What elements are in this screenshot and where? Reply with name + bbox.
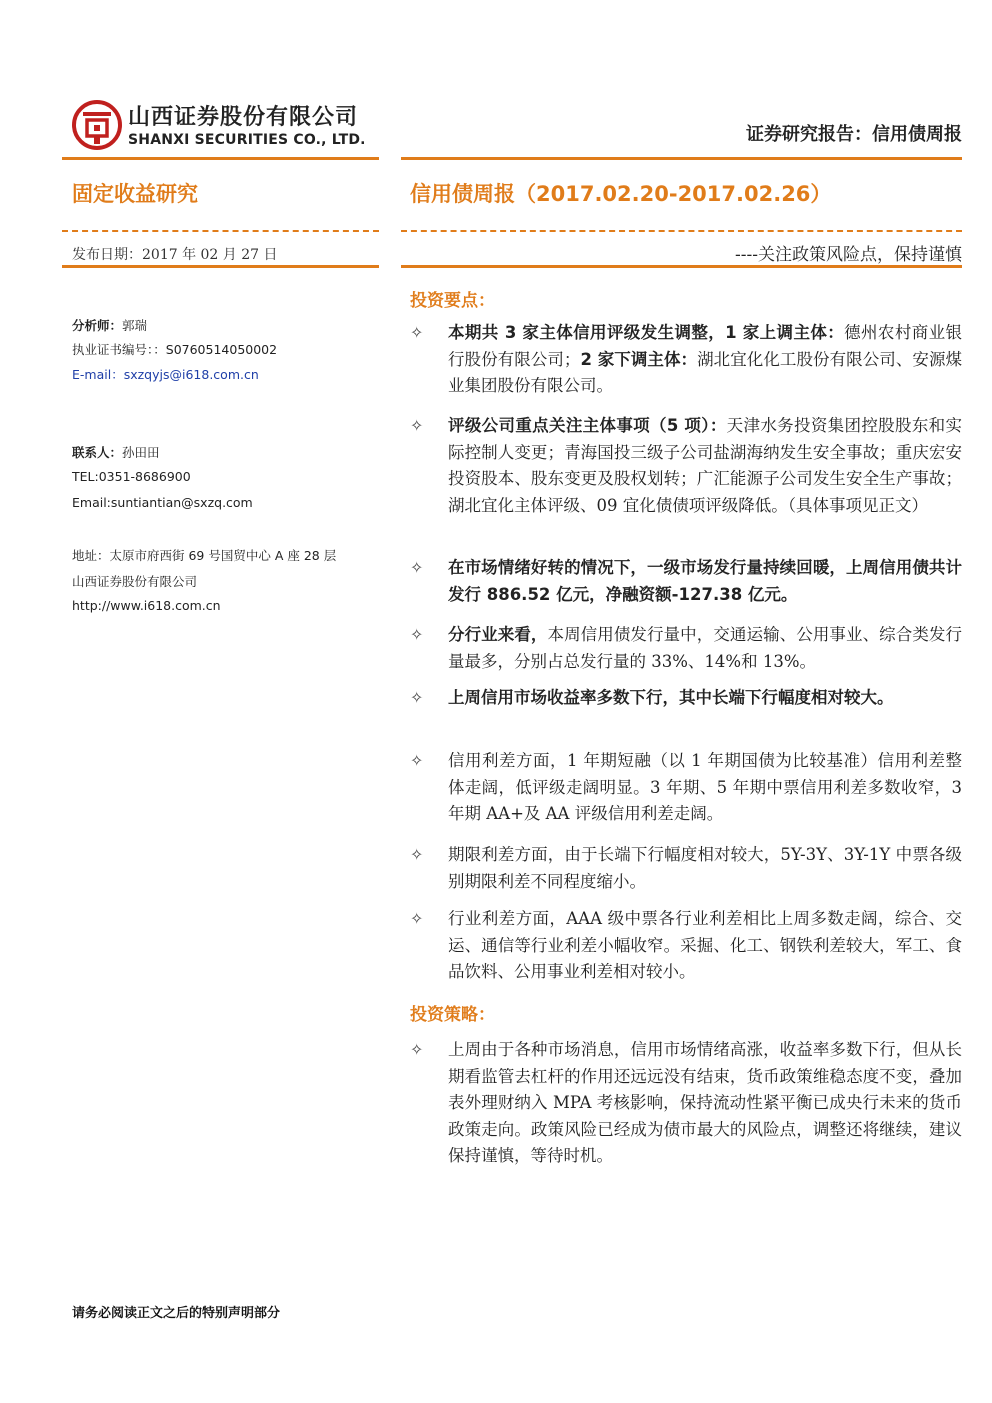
report-type: 证券研究报告：信用债周报 [746, 124, 962, 145]
address-company: 山西证券股份有限公司 [72, 574, 198, 589]
company-name-en: SHANXI SECURITIES CO., LTD. [128, 132, 366, 148]
contact-label: 联系人： [72, 445, 123, 460]
contact-email[interactable]: Email:suntiantian@sxzq.com [72, 495, 253, 510]
analyst-email-line[interactable] [72, 365, 259, 383]
dashed-divider-left [62, 230, 379, 232]
key-point-3: ✧ 在市场情绪好转的情况下，一级市场发行量持续回暖，上周信用债共计发行 886.52 亿元，净融资额-127.38 亿元。 [410, 555, 962, 608]
strategy-heading: 投资策略： [410, 1005, 495, 1025]
key-points-heading: 投资要点： [410, 291, 495, 311]
cert-value: ：S0760514050002 [153, 342, 278, 357]
contact-tel: TEL:0351-8686900 [72, 469, 191, 484]
analyst-line [72, 316, 147, 334]
key-point-8: ✧ 行业利差方面，AAA 级中票各行业利差相比上周多数走阔，综合、交运、通信等行业利差小幅收窄。采掘、化工、钢铁利差较大，军工、食品饮料、公用事业利差相对较小。 [410, 906, 962, 986]
email-label: E-mail： [72, 367, 124, 382]
report-title: 信用债周报（2017.02.20-2017.02.26） [410, 182, 832, 206]
key-point-1: ✧ 本期共 3 家主体信用评级发生调整，1 家上调主体：德州农村商业银行股份有限公司；2 家下调主体：湖北宜化化工股份有限公司、安源煤业集团股份有限公司。 [410, 320, 962, 400]
diamond-bullet-icon: ✧ [410, 416, 424, 435]
analyst-email-link[interactable]: sxzqyjs@i618.com.cn [123, 367, 259, 382]
header-divider-left [62, 157, 379, 160]
diamond-bullet-icon: ✧ [410, 323, 424, 342]
disclaimer-note: 请务必阅读正文之后的特别声明部分 [72, 1306, 281, 1321]
contact-line [72, 443, 160, 461]
diamond-bullet-icon: ✧ [410, 1040, 424, 1059]
publish-date: 发布日期：2017 年 02 月 27 日 [72, 247, 278, 263]
diamond-bullet-icon: ✧ [410, 688, 424, 707]
date-divider-left [62, 265, 379, 268]
contact-name: 孙田田 [122, 445, 160, 460]
diamond-bullet-icon: ✧ [410, 625, 424, 644]
diamond-bullet-icon: ✧ [410, 751, 424, 770]
diamond-bullet-icon: ✧ [410, 558, 424, 577]
section-title: 固定收益研究 [72, 182, 198, 206]
website-link[interactable]: http://www.i618.com.cn [72, 598, 221, 613]
cert-line [72, 340, 277, 358]
diamond-bullet-icon: ✧ [410, 845, 424, 864]
company-name-cn: 山西证券股份有限公司 [128, 105, 359, 130]
key-point-2: ✧ 评级公司重点关注主体事项（5 项）：天津水务投资集团控股股东和实际控制人变更；青海国投三级子公司盐湖海纳发生安全事故；重庆宏安投资股本、股东变更及股权划转；广汇能源子公司发生安全生产事故；湖北宜化主体评级、09 宜化债债项评级降低。（具体事项见正文） [410, 413, 962, 519]
strategy-point: ✧ 上周由于各种市场消息，信用市场情绪高涨，收益率多数下行，但从长期看监管去杠杆的作用还远远没有结束，货币政策维稳态度不变，叠加表外理财纳入 MPA 考核影响，保持流动性紧平衡已成央行未来的货币政策走向。政策风险已经成为债市最大的风险点，调整还将继续，建议保持谨慎，等待时机。 [410, 1037, 962, 1170]
key-point-6: ✧ 信用利差方面，1 年期短融（以 1 年期国债为比较基准）信用利差整体走阔，低评级走阔明显。3 年期、5 年期中票信用利差多数收窄，3 年期 AA+及 AA 评级信用利差走阔。 [410, 748, 962, 828]
diamond-bullet-icon: ✧ [410, 909, 424, 928]
key-point-5: ✧ 上周信用市场收益率多数下行，其中长端下行幅度相对较大。 [410, 685, 962, 712]
date-divider-right [401, 265, 962, 268]
cert-label: 执业证书编号： [72, 342, 154, 357]
address: 地址：太原市府西街 69 号国贸中心 A 座 28 层 [72, 548, 337, 563]
header-divider-right [401, 157, 962, 160]
key-point-7: ✧ 期限利差方面，由于长端下行幅度相对较大，5Y-3Y、3Y-1Y 中票各级别期限利差不同程度缩小。 [410, 842, 962, 895]
key-point-4: ✧ 分行业来看，本周信用债发行量中，交通运输、公用事业、综合类发行量最多，分别占总发行量的 33%、14%和 13%。 [410, 622, 962, 675]
analyst-name: 郭瑞 [122, 318, 148, 333]
dashed-divider-right [401, 230, 962, 232]
report-subtitle: ----关注政策风险点，保持谨慎 [735, 245, 962, 265]
company-logo-icon [72, 100, 122, 150]
analyst-label: 分析师： [72, 318, 123, 333]
